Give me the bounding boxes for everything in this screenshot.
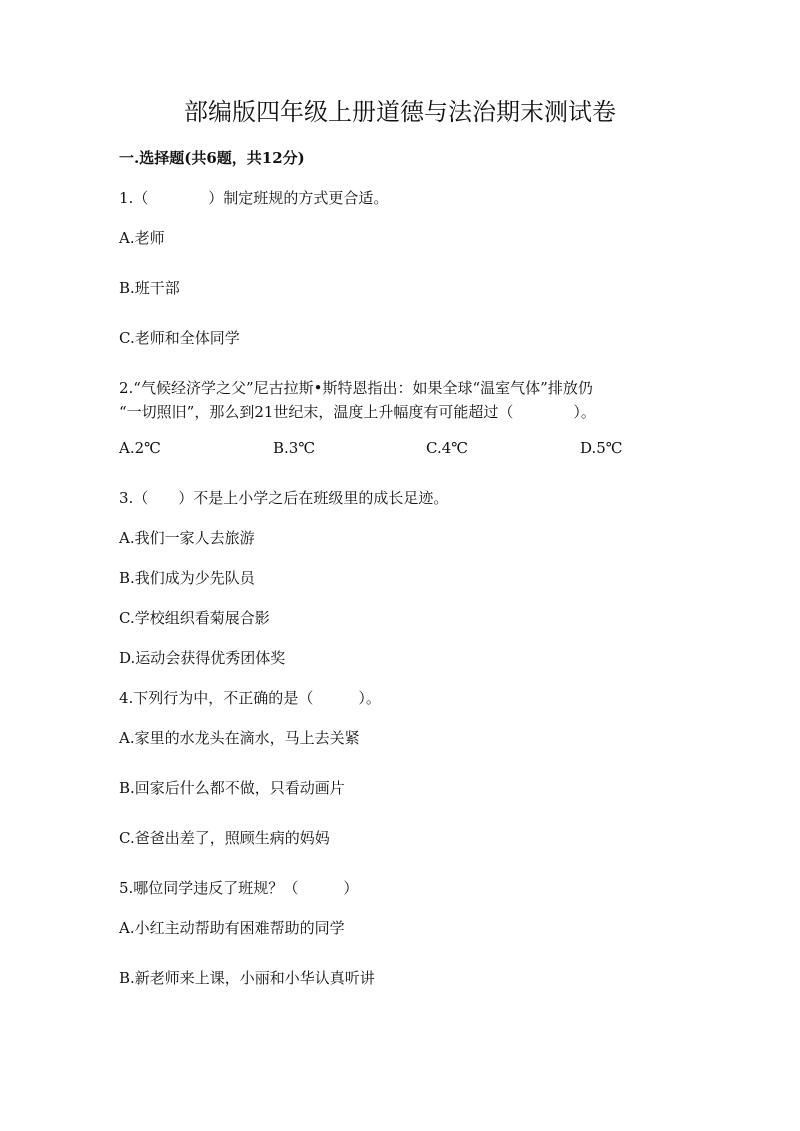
- question-stem: 3.（ ）不是上小学之后在班级里的成长足迹。: [119, 489, 449, 507]
- question-stem: 5.哪位同学违反了班规？（ ）: [119, 879, 359, 897]
- question-stem-line-2: “一切照旧”，那么到21世纪末，温度上升幅度有可能超过（ ）。: [119, 403, 596, 421]
- option-b: B.我们成为少先队员: [119, 569, 255, 587]
- option-c: C.学校组织看菊展合影: [119, 609, 270, 627]
- option-a: A.2℃: [119, 439, 161, 457]
- option-c: C.爸爸出差了，照顾生病的妈妈: [119, 829, 330, 847]
- option-c: C.4℃: [426, 439, 469, 457]
- option-a: A.老师: [119, 229, 165, 247]
- option-c: C.老师和全体同学: [119, 329, 240, 347]
- option-d: D.5℃: [580, 439, 623, 457]
- section-heading: 一.选择题(共6题，共12分): [119, 149, 305, 167]
- question-stem-line-1: 2.“气候经济学之父”尼古拉斯•斯特恩指出：如果全球“温室气体”排放仍: [119, 379, 593, 397]
- option-d: D.运动会获得优秀团体奖: [119, 649, 286, 667]
- question-stem: 1.（ ）制定班规的方式更合适。: [119, 189, 389, 207]
- option-b: B.班干部: [119, 279, 180, 297]
- option-a: A.小红主动帮助有困难帮助的同学: [119, 919, 345, 937]
- option-b: B.新老师来上课，小丽和小华认真听讲: [119, 969, 375, 987]
- option-a: A.家里的水龙头在滴水，马上去关紧: [119, 729, 360, 747]
- option-b: B.回家后什么都不做，只看动画片: [119, 779, 345, 797]
- option-a: A.我们一家人去旅游: [119, 529, 255, 547]
- page-title: 部编版四年级上册道德与法治期末测试卷: [184, 98, 616, 126]
- question-stem: 4.下列行为中，不正确的是（ ）。: [119, 689, 381, 707]
- option-b: B.3℃: [273, 439, 316, 457]
